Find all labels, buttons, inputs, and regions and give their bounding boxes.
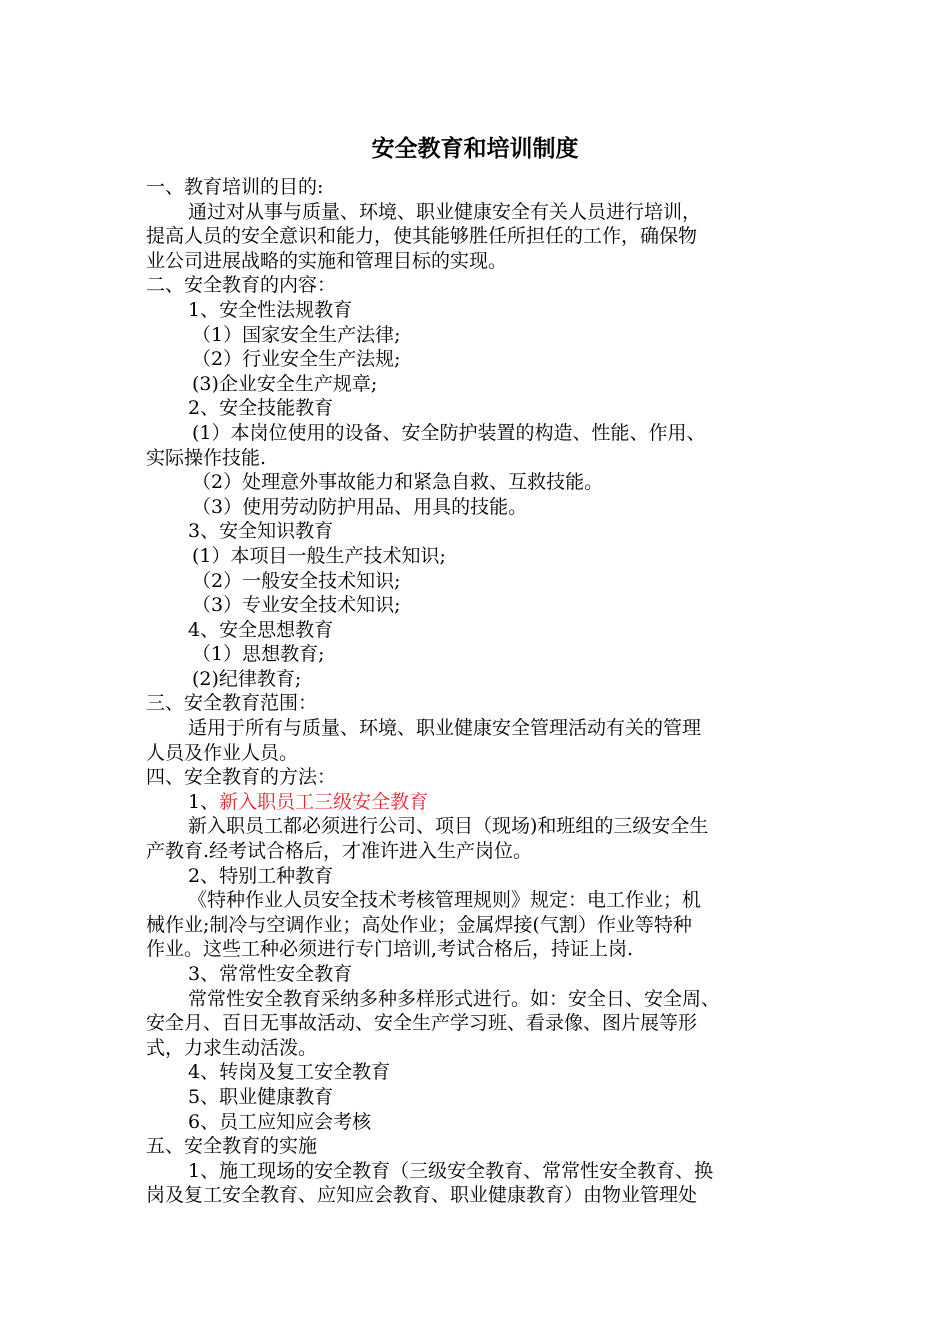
- line-text: 2、安全技能教育: [188, 397, 334, 420]
- text-line: [146, 1060, 810, 1085]
- text-line: [146, 470, 810, 495]
- highlighted-text: 新入职员工三级安全教育: [219, 790, 429, 813]
- text-line: [146, 593, 810, 618]
- line-text: 式，力求生动活泼。: [146, 1036, 318, 1059]
- line-text: 安全月、百日无事故活动、安全生产学习班、看录像、图片展等形: [146, 1012, 698, 1035]
- line-text: （2）处理意外事故能力和紧急自救、互救技能。: [192, 471, 604, 494]
- text-line: [146, 1085, 810, 1110]
- line-text: （3）专业安全技术知识;: [192, 594, 401, 617]
- line-text: 产教育.经考试合格后，才准许进入生产岗位。: [146, 840, 533, 863]
- line-text: 4、安全思想教育: [188, 618, 334, 641]
- text-line: [146, 1159, 810, 1184]
- text-line: [146, 544, 810, 569]
- text-line: [146, 200, 810, 225]
- text-line: [146, 864, 810, 889]
- text-line: [146, 962, 810, 987]
- line-text: 一、教育培训的目的:: [146, 176, 324, 198]
- line-text: 五、安全教育的实施: [146, 1135, 318, 1158]
- text-line: [146, 814, 810, 839]
- line-text: 岗及复工安全教育、应知应会教育、职业健康教育）由物业管理处: [146, 1184, 698, 1207]
- text-line: [146, 372, 810, 397]
- line-text: (1）本项目一般生产技术知识;: [192, 544, 446, 567]
- line-text: (1）本岗位使用的设备、安全防护装置的构造、性能、作用、: [192, 421, 706, 444]
- line-text: 2、特别工种教育: [188, 864, 334, 887]
- line-text: (2)纪律教育;: [192, 667, 302, 690]
- text-line: [146, 987, 810, 1012]
- text-line: [146, 937, 810, 962]
- text-line: [146, 396, 810, 421]
- line-text: 二、安全教育的内容：: [146, 274, 337, 297]
- text-line: [146, 716, 810, 741]
- text-line: [146, 741, 810, 766]
- line-text: 通过对从事与质量、环境、职业健康安全有关人员进行培训，: [188, 200, 702, 223]
- text-line: [146, 273, 810, 298]
- line-text: （1）国家安全生产法律;: [192, 323, 401, 346]
- line-text: 1、: [188, 790, 220, 813]
- text-line: [146, 667, 810, 692]
- line-text: 4、转岗及复工安全教育: [188, 1061, 391, 1084]
- text-line: [146, 347, 810, 372]
- text-line: [146, 175, 810, 200]
- line-text: （3）使用劳动防护用品、用具的技能。: [192, 495, 528, 518]
- text-line: [146, 642, 810, 667]
- document-body: [146, 175, 810, 1208]
- text-line: [146, 1011, 810, 1036]
- text-line: [146, 298, 810, 323]
- line-text: 三、安全教育范围：: [146, 692, 318, 715]
- text-line: [146, 224, 810, 249]
- text-line: [146, 618, 810, 643]
- text-line: [146, 1036, 810, 1061]
- line-text: 作业。这些工种必须进行专门培训,考试合格后，持证上岗.: [146, 938, 634, 961]
- text-line: [146, 249, 810, 274]
- line-text: 业公司进展战略的实施和管理目标的实现。: [146, 249, 508, 272]
- line-text: 5、职业健康教育: [188, 1085, 334, 1108]
- text-line: [146, 1183, 810, 1208]
- text-line: [146, 323, 810, 348]
- text-line: [146, 765, 810, 790]
- line-text: 新入职员工都必须进行公司、项目（现场)和班组的三级安全生: [188, 815, 709, 838]
- line-text: 《特种作业人员安全技术考核管理规则》规定：电工作业；机: [188, 889, 702, 912]
- line-text: 实际操作技能.: [146, 446, 267, 469]
- text-line: [146, 888, 810, 913]
- text-line: [146, 446, 810, 471]
- text-line: [146, 569, 810, 594]
- line-text: 3、安全知识教育: [188, 520, 334, 543]
- text-line: [146, 691, 810, 716]
- line-text: （1）思想教育;: [192, 643, 325, 666]
- text-line: [146, 1110, 810, 1135]
- text-line: [146, 519, 810, 544]
- line-text: 提高人员的安全意识和能力，使其能够胜任所担任的工作，确保物: [146, 225, 698, 248]
- text-line: [146, 839, 810, 864]
- document-title: 安全教育和培训制度: [371, 136, 579, 162]
- line-text: （2）行业安全生产法规;: [192, 348, 401, 371]
- line-text: 3、常常性安全教育: [188, 963, 353, 985]
- line-text: 适用于所有与质量、环境、职业健康安全管理活动有关的管理: [188, 717, 702, 740]
- line-text: (3)企业安全生产规章;: [192, 372, 378, 395]
- text-line: [146, 495, 810, 520]
- text-line: [146, 913, 810, 938]
- text-line: [146, 421, 810, 446]
- line-text: 6、员工应知应会考核: [188, 1110, 372, 1133]
- line-text: 常常性安全教育采纳多种多样形式进行。如：安全日、安全周、: [188, 987, 721, 1010]
- line-text: 1、安全性法规教育: [188, 298, 353, 321]
- text-line: [146, 790, 810, 815]
- line-text: 1、施工现场的安全教育（三级安全教育、常常性安全教育、换: [188, 1159, 714, 1182]
- line-text: 四、安全教育的方法：: [146, 766, 337, 789]
- line-text: 人员及作业人员。: [146, 741, 299, 764]
- text-line: [146, 1134, 810, 1159]
- line-text: 械作业;制冷与空调作业；高处作业；金属焊接(气割）作业等特种: [146, 913, 692, 936]
- line-text: （2）一般安全技术知识;: [192, 569, 401, 592]
